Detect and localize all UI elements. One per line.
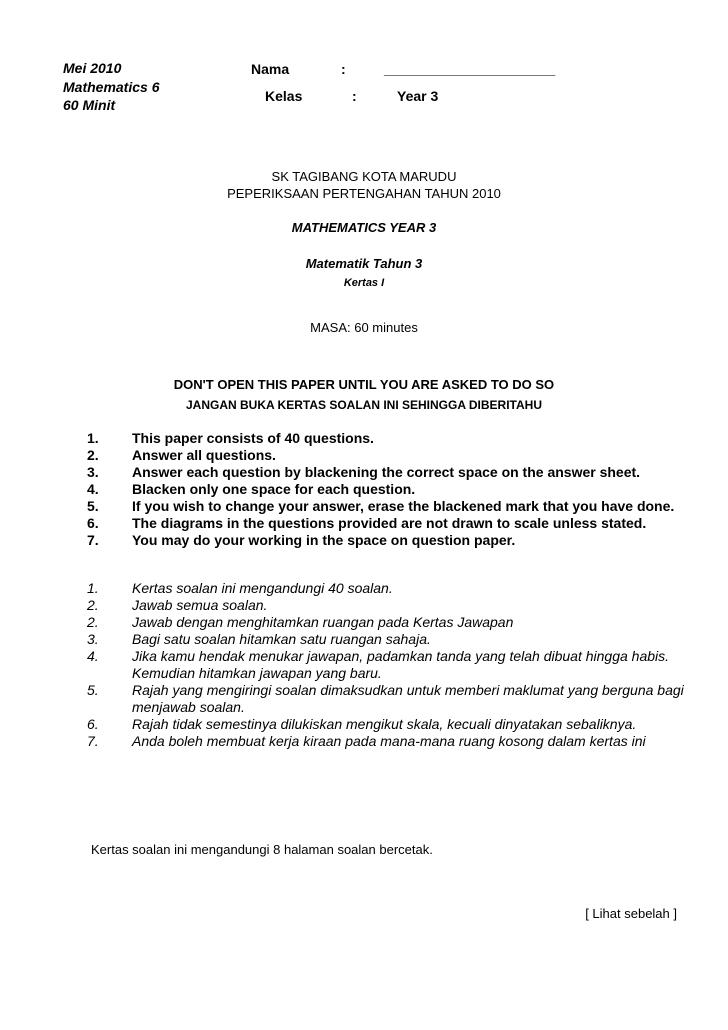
instruction-number: 1. <box>87 580 99 596</box>
next-page-note: [ Lihat sebelah ] <box>585 906 677 921</box>
instruction-ms-item <box>87 597 697 614</box>
instruction-en-item <box>87 430 697 447</box>
exam-time: MASA: 60 minutes <box>310 320 418 335</box>
instruction-text: Jika kamu hendak menukar jawapan, padamkan tanda yang telah dibuat hingga habis. Kemudian hitamkan jawapan yang baru. <box>132 648 670 681</box>
instruction-number: 3. <box>87 464 99 480</box>
class-label: Kelas <box>265 88 303 104</box>
name-colon: : <box>341 61 346 77</box>
instructions-en <box>87 430 697 549</box>
instruction-en-item <box>87 498 697 515</box>
subject-title-ms: Matematik Tahun 3 <box>305 256 423 271</box>
instruction-text: Bagi satu soalan hitamkan satu ruangan sahaja. <box>132 631 431 647</box>
instruction-number: 4. <box>87 481 99 497</box>
instruction-number: 6. <box>87 515 99 531</box>
instruction-number: 6. <box>87 716 99 732</box>
instruction-text: Kertas soalan ini mengandungi 40 soalan. <box>132 580 393 596</box>
instruction-number: 4. <box>87 648 99 664</box>
instruction-ms-item <box>87 733 697 750</box>
instruction-number: 1. <box>87 430 99 446</box>
instruction-ms-item <box>87 580 697 597</box>
instruction-ms-item <box>87 648 697 682</box>
instruction-number: 7. <box>87 532 99 548</box>
instruction-text: The diagrams in the questions provided are not drawn to scale unless stated. <box>132 515 647 531</box>
class-value: Year 3 <box>397 88 439 104</box>
instruction-number: 3. <box>87 631 99 647</box>
class-colon: : <box>352 88 357 104</box>
pages-note: Kertas soalan ini mengandungi 8 halaman soalan bercetak. <box>91 842 433 857</box>
instruction-text: This paper consists of 40 questions. <box>132 430 374 446</box>
instruction-number: 2. <box>87 614 99 630</box>
instructions-ms <box>87 580 697 750</box>
instruction-ms-item <box>87 716 697 733</box>
name-blank: ______________________ <box>384 61 556 77</box>
instruction-text: Anda boleh membuat kerja kiraan pada mana-mana ruang kosong dalam kertas ini <box>132 733 646 749</box>
instruction-text: Blacken only one space for each question. <box>132 481 416 497</box>
instruction-number: 5. <box>87 682 99 698</box>
paper-number: Kertas I <box>343 277 385 289</box>
instruction-en-item <box>87 447 697 464</box>
warning-en: DON'T OPEN THIS PAPER UNTIL YOU ARE ASKED TO DO SO <box>173 377 555 392</box>
instruction-text: Rajah yang mengiringi soalan dimaksudkan untuk memberi maklumat yang berguna bagi menjawab soalan. <box>132 682 684 715</box>
exam-title: PEPERIKSAAN PERTENGAHAN TAHUN 2010 <box>227 186 501 201</box>
school-name: SK TAGIBANG KOTA MARUDU <box>271 169 457 184</box>
instruction-en-item <box>87 481 697 498</box>
instruction-ms-item <box>87 682 697 716</box>
instruction-number: 7. <box>87 733 99 749</box>
instruction-text: Jawab semua soalan. <box>132 597 268 613</box>
instruction-ms-item <box>87 631 697 648</box>
instruction-en-item <box>87 515 697 532</box>
instruction-en-item <box>87 464 697 481</box>
exam-duration: 60 Minit <box>63 97 116 113</box>
instruction-number: 2. <box>87 597 99 613</box>
instruction-text: If you wish to change your answer, erase the blackened mark that you have done. <box>132 498 675 514</box>
subject-code: Mathematics 6 <box>63 79 160 95</box>
subject-title-en: MATHEMATICS YEAR 3 <box>291 220 437 235</box>
warning-ms: JANGAN BUKA KERTAS SOALAN INI SEHINGGA DIBERITAHU <box>185 398 542 412</box>
exam-date: Mei 2010 <box>63 60 122 76</box>
instruction-text: Rajah tidak semestinya dilukiskan mengikut skala, kecuali dinyatakan sebaliknya. <box>132 716 637 732</box>
instruction-text: Answer each question by blackening the correct space on the answer sheet. <box>132 464 641 480</box>
name-label: Nama <box>251 61 290 77</box>
instruction-en-item <box>87 532 697 549</box>
instruction-number: 2. <box>87 447 99 463</box>
instruction-text: Answer all questions. <box>132 447 276 463</box>
instruction-number: 5. <box>87 498 99 514</box>
instruction-text: You may do your working in the space on question paper. <box>132 532 516 548</box>
instruction-text: Jawab dengan menghitamkan ruangan pada Kertas Jawapan <box>132 614 514 630</box>
instruction-ms-item <box>87 614 697 631</box>
